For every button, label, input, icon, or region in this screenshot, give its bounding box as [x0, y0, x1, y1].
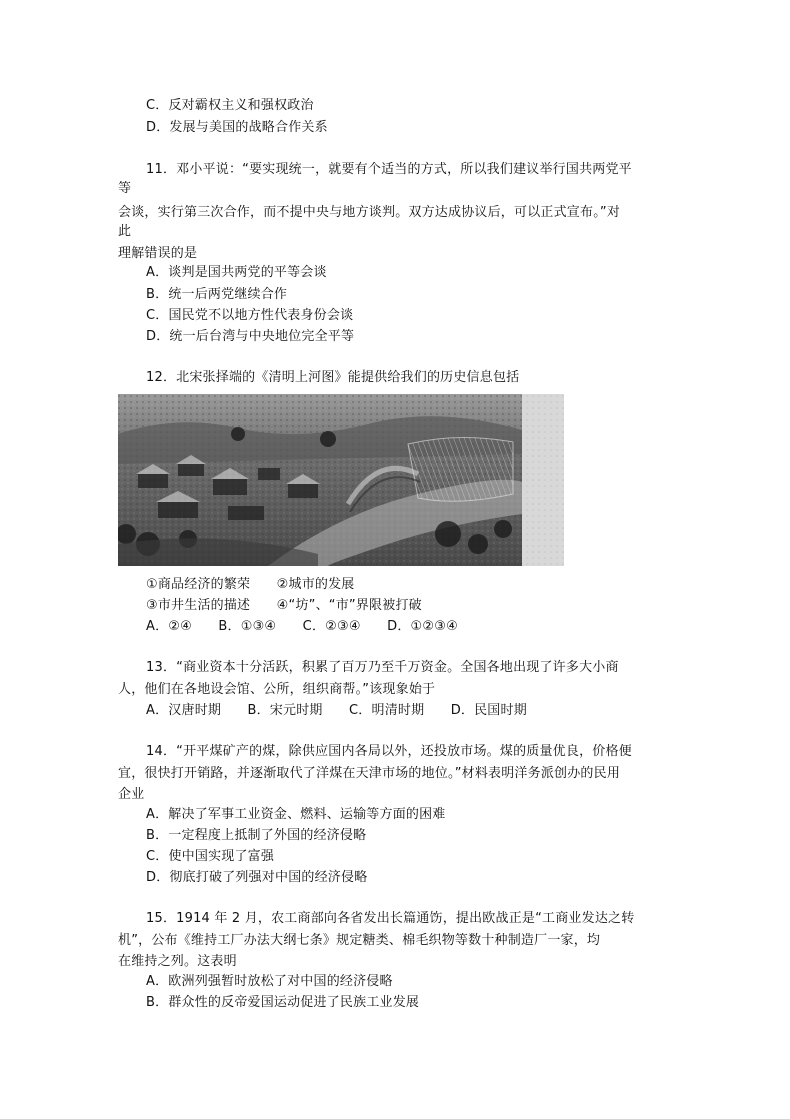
q12-stem: 12．北宋张择端的《清明上河图》能提供给我们的历史信息包括 [146, 370, 520, 385]
q15-option-a: A．欧洲列强暂时放松了对中国的经济侵略 [146, 974, 393, 989]
q13-stem-line2: 人，他们在各地设会馆、公所，组织商帮。”该现象始于 [118, 682, 436, 697]
q12-items-line1: ①商品经济的繁荣 ②城市的发展 [146, 577, 355, 592]
q14-option-a: A．解决了军事工业资金、燃料、运输等方面的困难 [146, 807, 446, 822]
q14-option-b: B．一定程度上抵制了外国的经济侵略 [146, 828, 367, 843]
q10-option-c: C．反对霸权主义和强权政治 [146, 98, 314, 113]
qingming-painting-image [118, 394, 564, 566]
q15-stem-line3: 在维持之列。这表明 [118, 954, 237, 969]
q11-stem-line3: 会谈，实行第三次合作，而不提中央与地方谈判。双方达成协议后，可以正式宣布。”对 [118, 205, 621, 220]
q12-choices: A．②④ B．①③④ C．②③④ D．①②③④ [146, 619, 458, 634]
q14-stem-line3: 企业 [118, 787, 145, 802]
q11-option-d: D．统一后台湾与中央地位完全平等 [146, 329, 355, 344]
q15-option-b: B．群众性的反帝爱国运动促进了民族工业发展 [146, 995, 420, 1010]
q13-stem-line1: 13．“商业资本十分活跃，积累了百万乃至千万资金。全国各地出现了许多大小商 [146, 660, 619, 675]
q14-stem-line2: 宜，很快打开销路，并逐渐取代了洋煤在天津市场的地位。”材料表明洋务派创办的民用 [118, 766, 621, 781]
q15-stem-line1: 15．1914 年 2 月，农工商部向各省发出长篇通饬，提出欧战正是“工商业发达之转 [146, 911, 635, 926]
q10-option-d: D．发展与美国的战略合作关系 [146, 120, 328, 135]
q11-stem-line5: 理解错误的是 [118, 246, 198, 261]
q14-option-c: C．使中国实现了富强 [146, 849, 275, 864]
q11-option-a: A．谈判是国共两党的平等会谈 [146, 265, 327, 280]
q14-option-d: D．彻底打破了列强对中国的经济侵略 [146, 870, 368, 885]
q15-stem-line2: 机”，公布《维持工厂办法大纲七条》规定糖类、棉毛织物等数十种制造厂一家，均 [118, 933, 601, 948]
q11-option-c: C．国民党不以地方性代表身份会谈 [146, 308, 354, 323]
q12-items-line2: ③市井生活的描述 ④“坊”、“市”界限被打破 [146, 598, 422, 613]
q11-option-b: B．统一后两党继续合作 [146, 287, 288, 302]
q11-stem-line1: 11．邓小平说：“要实现统一，就要有个适当的方式，所以我们建议举行国共两党平 [146, 162, 632, 177]
q13-choices: A．汉唐时期 B．宋元时期 C．明清时期 D．民国时期 [146, 703, 527, 718]
q14-stem-line1: 14．“开平煤矿产的煤，除供应国内各局以外，还投放市场。煤的质量优良，价格便 [146, 744, 632, 759]
q11-stem-line2: 等 [118, 181, 132, 196]
q11-stem-line4: 此 [118, 224, 132, 239]
